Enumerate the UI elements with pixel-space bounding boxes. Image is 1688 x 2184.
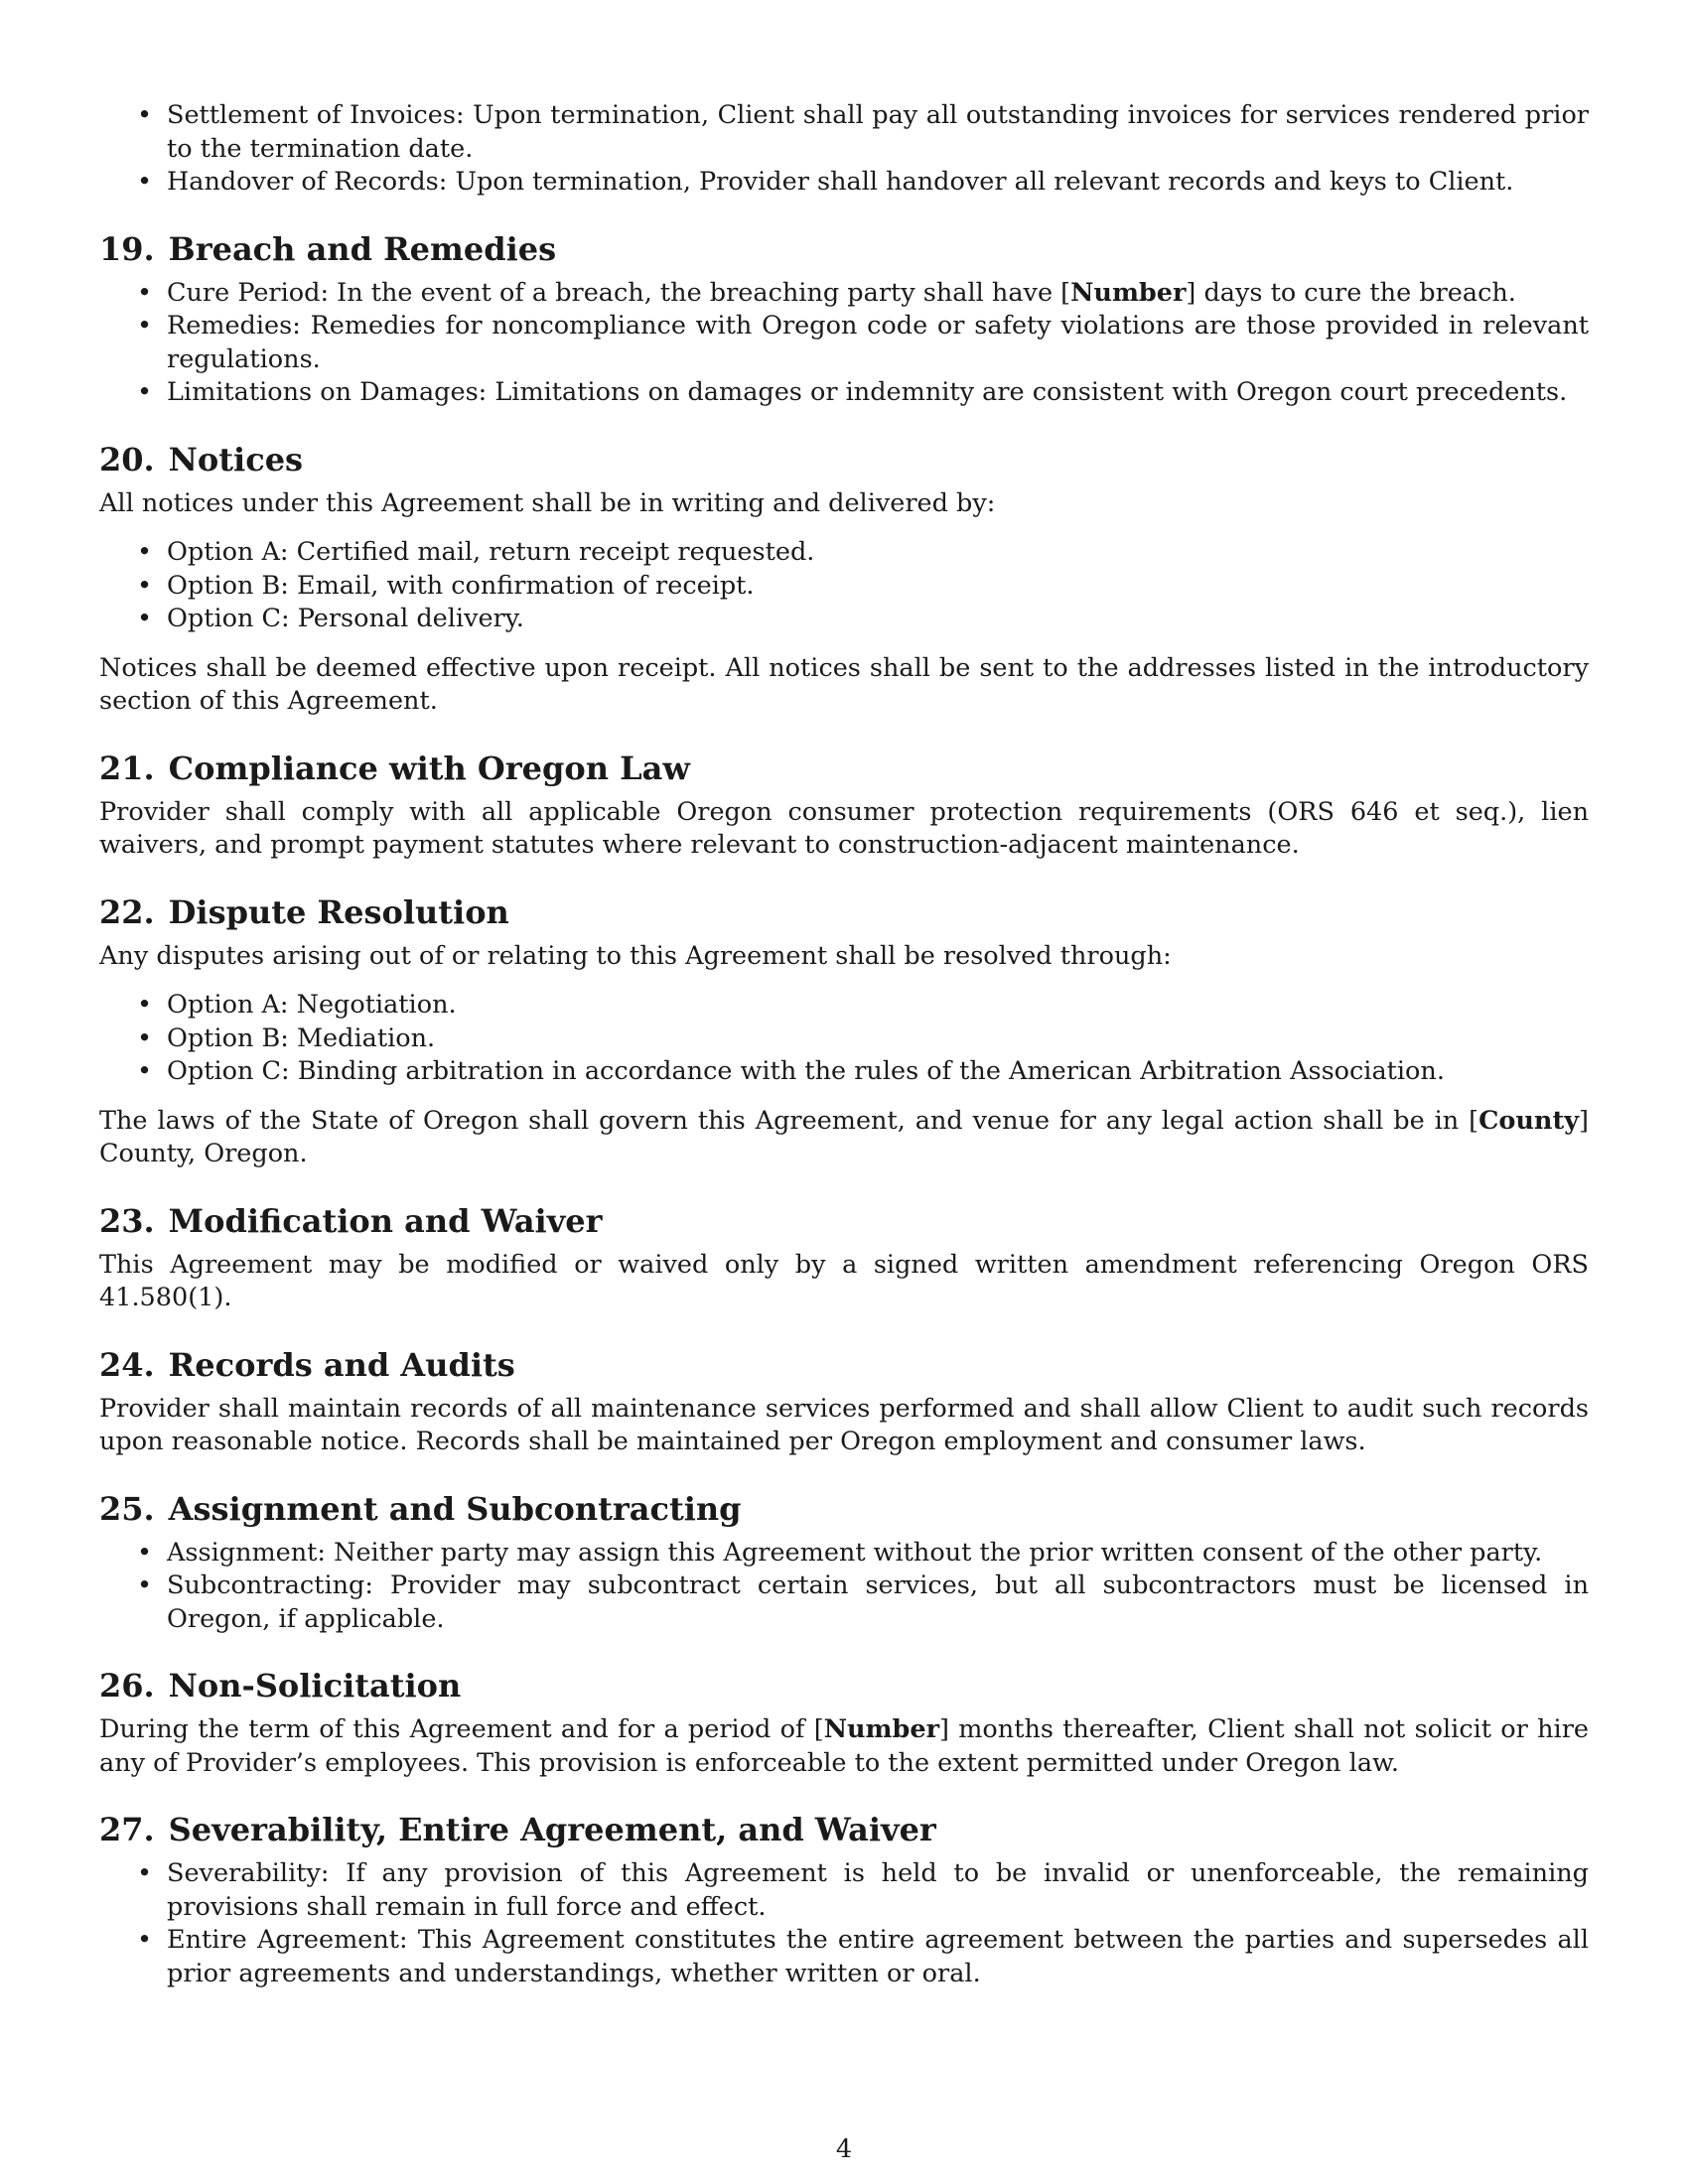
section-25 (99, 1489, 1589, 1637)
list-item: • Option B: Mediation. (167, 1023, 1589, 1056)
list-item: • Settlement of Invoices: Upon termination, Client shall pay all outstanding invoices for services rendered prior to the termination date. (167, 99, 1589, 166)
list-item: • Cure Period: In the event of a breach, the breaching party shall have [Number] days to cure the breach. (167, 277, 1589, 311)
section-heading: 23. Modification and Waiver (99, 1201, 603, 1240)
list-item: • Entire Agreement: This Agreement constitutes the entire agreement between the parties and supersedes all prior agreements and understandings, whether written or oral. (167, 1924, 1589, 1990)
section-heading: 26. Non-Solicitation (99, 1667, 462, 1705)
paragraph: The laws of the State of Oregon shall govern this Agreement, and venue for any legal action shall be in [County] County, Oregon. (99, 1105, 1589, 1168)
section-27 (99, 1810, 1589, 1990)
paragraph: Any disputes arising out of or relating to this Agreement shall be resolved through: (99, 940, 1172, 971)
list-item: • Assignment: Neither party may assign this Agreement without the prior written consent of the other party. (167, 1537, 1589, 1570)
paragraph: This Agreement may be modified or waived only by a signed written amendment referencing Oregon ORS 41.580(1). (99, 1249, 1589, 1312)
bullet-list (99, 277, 1589, 410)
list-item: • Subcontracting: Provider may subcontract certain services, but all subcontractors must be licensed in Oregon, if applicable. (167, 1570, 1589, 1636)
paragraph: Provider shall maintain records of all maintenance services performed and shall allow Client to audit such records upon reasonable notice. Records shall be maintained per Oregon employment and consumer laws. (99, 1393, 1589, 1456)
list-item: • Limitations on Damages: Limitations on damages or indemnity are consistent with Oregon court precedents. (167, 376, 1589, 410)
bullet-list (99, 989, 1589, 1089)
section-heading: 24. Records and Audits (99, 1345, 515, 1384)
bullet-list (99, 536, 1589, 636)
placeholder-field: Number (823, 1714, 940, 1744)
list-item: • Option A: Negotiation. (167, 989, 1589, 1023)
paragraph: Notices shall be deemed effective upon receipt. All notices shall be sent to the addresses listed in the introductory section of this Agreement. (99, 652, 1589, 716)
paragraph: All notices under this Agreement shall be in writing and delivered by: (99, 487, 996, 518)
section-21 (99, 749, 1589, 863)
section-heading: 27. Severability, Entire Agreement, and Waiver (99, 1811, 936, 1848)
section-24 (99, 1345, 1589, 1459)
section-22 (99, 892, 1589, 1171)
list-item: • Handover of Records: Upon termination, Provider shall handover all relevant records and keys to Client. (167, 166, 1589, 200)
section-heading: 19. Breach and Remedies (99, 229, 557, 268)
list-item: • Remedies: Remedies for noncompliance with Oregon code or safety violations are those provided in relevant regulations. (167, 310, 1589, 376)
section-23 (99, 1201, 1589, 1315)
bullet-list (99, 1857, 1589, 1990)
placeholder-field: Number (1070, 277, 1187, 308)
termination-list (99, 99, 1589, 200)
section-heading: 21. Compliance with Oregon Law (99, 749, 690, 787)
section-26 (99, 1666, 1589, 1780)
list-item: • Severability: If any provision of this Agreement is held to be invalid or unenforceable, the remaining provisions shall remain in full force and effect. (167, 1857, 1589, 1924)
paragraph: Provider shall comply with all applicable Oregon consumer protection requirements (ORS 646 et seq.), lien waivers, and prompt payment statutes where relevant to construction-adjacent maintenance. (99, 796, 1589, 860)
list-item: • Option A: Certified mail, return receipt requested. (167, 536, 1589, 570)
paragraph: During the term of this Agreement and for a period of [Number] months thereafter, Client shall not solicit or hire any of Provider’s employees. This provision is enforceable to the extent permitted under Oregon law. (99, 1714, 1589, 1778)
section-19 (99, 229, 1589, 410)
document-page (99, 99, 1589, 1990)
section-heading: 25. Assignment and Subcontracting (99, 1489, 742, 1528)
list-item: • Option C: Personal delivery. (167, 603, 1589, 636)
section-20 (99, 440, 1589, 719)
section-heading: 22. Dispute Resolution (99, 892, 509, 931)
section-heading: 20. Notices (99, 440, 304, 478)
list-item: • Option B: Email, with confirmation of receipt. (167, 570, 1589, 604)
bullet-list (99, 1537, 1589, 1637)
placeholder-field: County (1478, 1105, 1580, 1136)
list-item: • Option C: Binding arbitration in accordance with the rules of the American Arbitration Association. (167, 1055, 1589, 1089)
page-number: 4 (835, 2134, 853, 2164)
